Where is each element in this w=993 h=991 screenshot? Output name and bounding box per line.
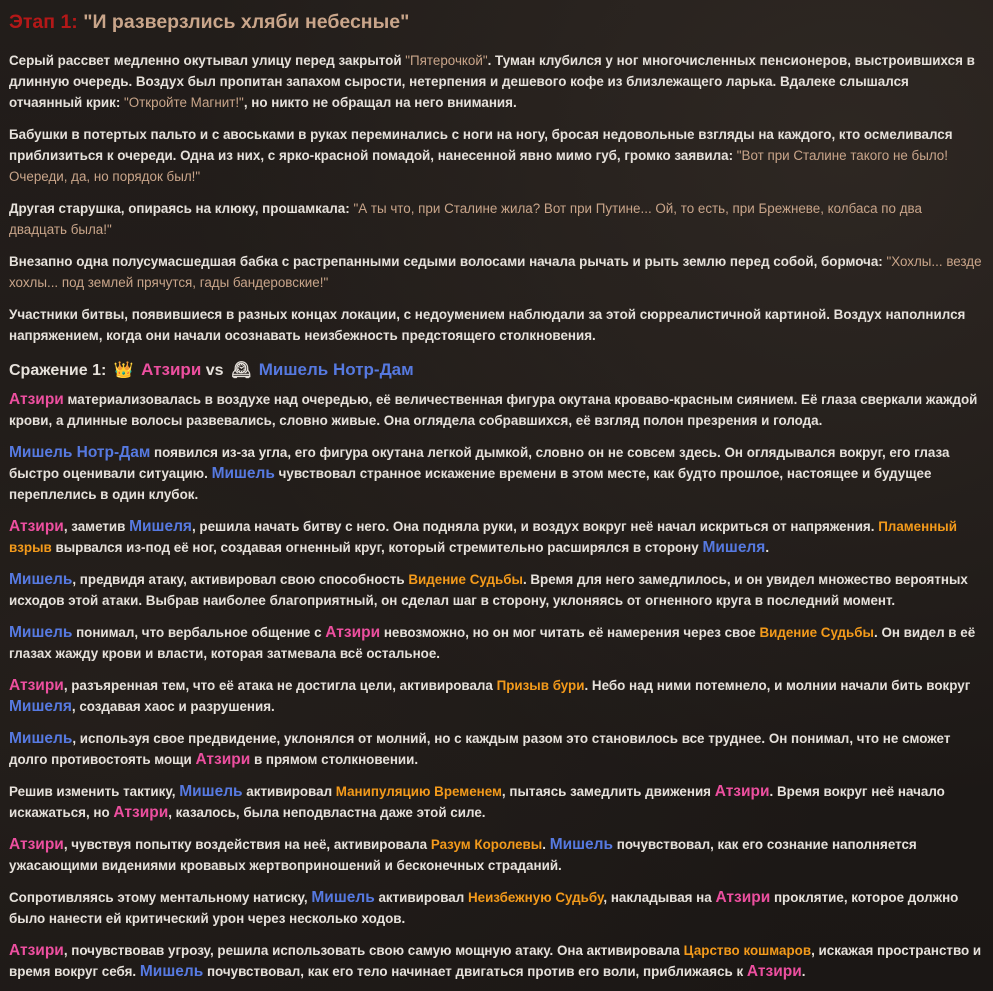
fighter-michel: Мишеля — [9, 698, 72, 715]
quote: "Хохлы... везде хохлы... под землей прячутся, гады бандеровские!" — [9, 254, 982, 290]
crown-icon: 👑 — [113, 362, 134, 379]
fighter-atziri: Атзири — [325, 624, 381, 641]
ability-name: Видение Судьбы — [408, 572, 523, 587]
fighter-michel: Мишель — [311, 889, 375, 906]
fighter-atziri: Атзири — [113, 804, 169, 821]
fighter-michel: Мишель — [9, 624, 73, 641]
fighter-atziri: Атзири — [714, 783, 770, 800]
intro-paragraph-5 — [9, 304, 983, 346]
ability-name: Призыв бури — [496, 678, 585, 693]
text: в прямом столкновении. — [250, 752, 419, 767]
fighter-michel: Мишель — [549, 836, 614, 853]
battle-heading — [9, 357, 983, 384]
text: , создавая хаос и разрушения. — [71, 699, 275, 714]
text: Участники битвы, появившиеся в разных концах локации, с недоумением наблюдали за этой сюрреалистичной картиной. Воздух наполнился напряжением, когда они начали осознавать неизбежность предстоящего столкновения. — [9, 307, 966, 343]
fighter-michel: Мишель — [139, 963, 204, 980]
text: Внезапно одна полусумасшедшая бабка с растрепанными седыми волосами начала рычать и рыть землю перед собой, бормоча: — [9, 254, 887, 269]
text: , пытаясь замедлить движения — [501, 784, 715, 799]
text: Другая старушка, опираясь на клюку, прошамкала: — [9, 201, 354, 216]
battle-paragraph-3 — [9, 516, 983, 558]
intro-paragraph-1 — [9, 50, 983, 113]
text: . — [765, 540, 770, 555]
text: понимал, что вербальное общение с — [72, 625, 326, 640]
text: Бабушки в потертых пальто и с авоськами в руках переминались с ноги на ногу, бросая недовольные взгляды на каждого, кто осмеливался приблизиться к очереди. Одна из них, с ярко-красной помадой, нанесенной явно мимо губ, громко заявила: — [9, 127, 953, 163]
text: . Он видел в её глазах жажду крови и власти, которая затмевала всё остальное. — [9, 625, 976, 661]
text: активировал — [374, 890, 468, 905]
ability-name: Манипуляцию Временем — [335, 784, 502, 799]
intro-paragraph-3 — [9, 198, 983, 240]
text: Серый рассвет медленно окутывал улицу перед закрытой — [9, 53, 406, 68]
ability-name: Неизбежную Судьбу — [467, 890, 604, 905]
fighter-atziri: Атзири — [9, 518, 64, 535]
fighter-atziri: Атзири — [195, 751, 251, 768]
ability-name: Пламенный взрыв — [9, 519, 957, 555]
battle-paragraph-9 — [9, 834, 983, 876]
text: , заметив — [63, 519, 130, 534]
vs-label: vs — [205, 362, 224, 379]
battle-paragraph-4 — [9, 569, 983, 611]
battle-paragraph-11 — [9, 940, 983, 982]
stage-heading — [9, 10, 983, 34]
text: , чувствуя попытку воздействия на неё, активировала — [63, 837, 431, 852]
text: чувствовал странное искажение времени в этом месте, как будто прошлое, настоящее и будущее переплелись в один клубок. — [9, 466, 932, 502]
fighter-michel: Мишеля — [129, 518, 192, 535]
text: . Небо над ними потемнело, и молнии начали бить вокруг — [584, 678, 971, 693]
text: . Время вокруг неё начало искажаться, но — [9, 784, 945, 820]
text: , решила начать битву с него. Она подняла руки, и воздух вокруг неё начал искриться от напряжения. — [191, 519, 879, 534]
text: , предвидя атаку, активировал свою способность — [72, 572, 409, 587]
quote: "Откройте Магнит!" — [124, 95, 244, 110]
battle-paragraph-2 — [9, 442, 983, 505]
ability-name: Разум Королевы — [430, 837, 543, 852]
battle-paragraph-7 — [9, 728, 983, 770]
quote: "Пятерочкой" — [405, 53, 488, 68]
text: . Туман клубился у ног многочисленных пенсионеров, выстроившихся в длинную очередь. Воздух был пропитан запахом сырости, нетерпения и дешевого кофе из близлежащего ларька. Вдалеке слышался отчаянный крик: — [9, 53, 975, 110]
fighter-atziri: Атзири — [9, 677, 64, 694]
text: вырвался из-под её ног, создавая огненный круг, который стремительно расширялся в сторону — [51, 540, 703, 555]
text: . — [801, 964, 806, 979]
text: , искажая пространство и время вокруг себя. — [9, 943, 982, 979]
fighter-atziri: Атзири — [9, 391, 64, 408]
battle-paragraph-8 — [9, 781, 983, 823]
text: почувствовал, как его тело начинает двигаться против его воли, приближаясь к — [203, 964, 747, 979]
text: , почувствовав угрозу, решила использовать свою самую мощную атаку. Она активировала — [63, 943, 684, 958]
text: , накладывая на — [603, 890, 716, 905]
clock-icon: 🕰 — [230, 362, 252, 379]
battle-paragraph-6 — [9, 675, 983, 717]
text: , но никто не обращал на него внимания. — [243, 95, 517, 110]
stage-number: Этап 1: — [9, 11, 78, 33]
fighter-michel: Мишель — [179, 783, 243, 800]
fighter-michel: Мишель — [9, 571, 73, 588]
fighter-atziri: Атзири — [746, 963, 802, 980]
text: . — [542, 837, 550, 852]
fighter-michel: Мишель — [211, 465, 275, 482]
fighter-2-name: Мишель Нотр-Дам — [258, 360, 414, 379]
text: появился из-за угла, его фигура окутана легкой дымкой, словно он не совсем здесь. Он оглядывался вокруг, его глаза быстро оценивали ситуацию. — [9, 445, 950, 481]
ability-name: Видение Судьбы — [759, 625, 874, 640]
text: , используя свое предвидение, уклонялся от молний, но с каждым разом это становилось все труднее. Он понимал, что не сможет долго противостоять мощи — [9, 731, 951, 767]
stage-title: "И разверзлись хляби небесные" — [83, 11, 410, 33]
ability-name: Царство кошмаров — [683, 943, 812, 958]
text: невозможно, но он мог читать её намерения через свое — [380, 625, 760, 640]
quote: "А ты что, при Сталине жила? Вот при Путине... Ой, то есть, при Брежневе, колбаса по два двадцать была!" — [9, 201, 922, 237]
text: , разъяренная тем, что её атака не достигла цели, активировала — [63, 678, 497, 693]
text: Сопротивляясь этому ментальному натиску, — [9, 890, 312, 905]
text: активировал — [242, 784, 336, 799]
battle-paragraph-1 — [9, 389, 983, 431]
intro-paragraph-2 — [9, 124, 983, 187]
fighter-atziri: Атзири — [715, 889, 771, 906]
text: , казалось, была неподвластна даже этой силе. — [168, 805, 486, 820]
battle-paragraph-5 — [9, 622, 983, 664]
battle-label: Сражение 1: — [9, 362, 107, 379]
fighter-michel: Мишель — [9, 730, 73, 747]
fighter-michel: Мишеля — [702, 539, 766, 556]
text: . Время для него замедлилось, и он увидел множество вероятных исходов этой атаки. Выбрав наиболее благоприятный, он сделал шаг в сторону, уклоняясь от огненного круга в последний момент. — [9, 572, 968, 608]
fighter-michel: Мишель Нотр-Дам — [9, 444, 151, 461]
text: материализовалась в воздухе над очередью, её величественная фигура окутана кроваво-красным сиянием. Её глаза сверкали жаждой крови, а длинные волосы развевались, словно живые. Она оглядела собравшихся, её взгляд полон презрения и голода. — [9, 392, 978, 428]
text: Решив изменить тактику, — [9, 784, 180, 799]
text: почувствовал, как его сознание наполняется ужасающими видениями кровавых жертвоприношений и бесконечных страданий. — [9, 837, 917, 873]
intro-paragraph-4 — [9, 251, 983, 293]
text: проклятие, которое должно было нанести ей критический урон через несколько ходов. — [9, 890, 959, 926]
quote: "Вот при Сталине такого не было! Очереди, да, но порядок был!" — [9, 148, 948, 184]
battle-paragraph-10 — [9, 887, 983, 929]
fighter-atziri: Атзири — [9, 942, 64, 959]
fighter-atziri: Атзири — [9, 836, 64, 853]
fighter-1-name: Атзири — [141, 360, 202, 379]
